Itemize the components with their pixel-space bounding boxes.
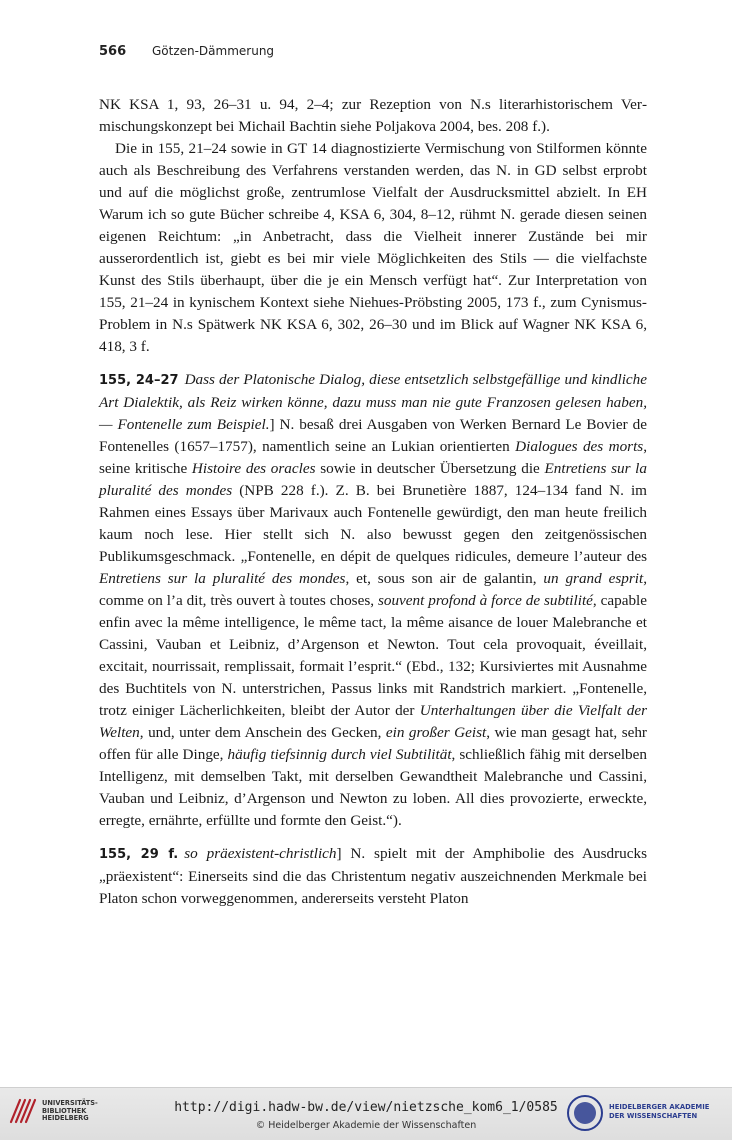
commentary-text: , wie man gesagt hat, sehr offen für alle Dinge, bbox=[99, 724, 647, 763]
commentary-text: , seine kritische bbox=[99, 438, 648, 477]
page-body bbox=[99, 94, 647, 910]
viewer-footer bbox=[0, 1087, 732, 1140]
paragraph-2: Die in 155, 21–24 sowie in GT 14 diagnostizierte Vermischung von Stilformen könnte auch als Beschreibung des Verfahrens verstanden werden, das N. in GD selbst erprobt und auf die möglichst große, zentrumlose Vielfalt der Ausdrucksmittel abzielt. In EH Warum ich so gute Bücher schreibe 4, KSA 6, 304, 8–12, rühmt N. gerade diesen seinen eigenen Reichtum: „in Anbetracht, dass die Vielheit innerer Zustände bei mir ausserordentlich ist, giebt es bei mir viele Möglichkeiten des Stils — die vielfachste Kunst des Stils überhaupt, über die je ein Mensch verfügt hat“. Zur Interpretation von 155, 21–24 in kynischem Kontext siehe Niehues-Pröbsting 2005, 173 f., zum Cynismus-Problem in N.s Spätwerk NK KSA 6, 302, 26–30 und im Blick auf Wagner NK KSA 6, 418, 3 f. bbox=[99, 140, 647, 355]
emphasis: un grand esprit bbox=[543, 570, 644, 587]
seal-center bbox=[574, 1102, 596, 1124]
commentary-entry-155-24 bbox=[99, 369, 647, 832]
page-number: 566 bbox=[99, 44, 127, 59]
commentary-text: (NPB 228 f.). Z. B. bei Brunetière 1887, 124–134 fand N. im Rahmen eines Essays über Marivaux auch Fontenelle gewürdigt, den man heute freilich kaum noch lese. Hier stellt sich N. also bewusst gegen den zeitgenössischen Publikumsgeschmack. „Fontenelle, en dépit de quelques ridicules, demeure l’auteur des bbox=[99, 482, 647, 565]
paragraph-1: NK KSA 1, 93, 26–31 u. 94, 2–4; zur Rezeption von N.s literarhistorischem Vermischungskonzept bei Michail Bachtin siehe Poljakova 2004, bes. 208 f.). bbox=[99, 96, 647, 135]
commentary-text: ] N. besaß drei Ausgaben von Werken Bernard Le Bovier de Fontenelles (1657–1757), namentlich seine an Lukian orientierten bbox=[99, 416, 647, 455]
running-title: Götzen-Dämmerung bbox=[151, 44, 275, 58]
book-title: Histoire des oracles bbox=[191, 460, 316, 477]
book-title: Entretiens sur la pluralité des mondes bbox=[99, 570, 346, 587]
book-title: Unterhaltungen über die Vielfalt der Welten bbox=[99, 702, 648, 741]
commentary-text: , capable enfin avec la même intelligence, le même tact, la même aisance de louer Malebranche et Cassini, Vauban et Leibniz, d’Argenson et Newton. Tout cela provoquait, éveillait, excitait, nourrissait, remplissait, formait l’esprit.“ (Ebd., 132; Kursiviertes mit Ausnahme des Buchtitels von N. unterstrichen, Passus links mit Randstrich markiert. „Fontenelle, trotz einiger Lächerlichkeiten, bleibt der Autor der bbox=[99, 592, 647, 719]
lemma-quote: so präexistent-christlich bbox=[184, 845, 337, 862]
emphasis: ein großer Geist bbox=[385, 724, 487, 741]
lemma-reference: 155, 29 f. bbox=[99, 847, 179, 862]
commentary-text: ] N. spielt mit der Amphibolie des Ausdrucks „präexistent“: Einerseits sind die das Christentum negativ auszeichnenden Merkmale bei Platon schon vorweggenommen, andererseits versteht Platon bbox=[99, 845, 647, 907]
commentary-text: sowie in deutscher Übersetzung die bbox=[315, 460, 545, 477]
commentary-entry-155-29 bbox=[99, 843, 647, 910]
emphasis: häufig tiefsinnig durch viel Subtilität bbox=[227, 746, 452, 763]
university-library-name: UNIVERSITÄTS- BIBLIOTHEK HEIDELBERG bbox=[42, 1099, 98, 1123]
lemma-quote: Dass der Platonische Dialog, diese entsetzlich selbstgefällige und kindliche Art Dialektik, als Reiz wirken könne, dazu muss man nie gute Franzosen gelesen haben, — Fontenelle zum Beispiel. bbox=[99, 371, 647, 433]
emphasis: souvent profond à force de subtilité bbox=[377, 592, 593, 609]
lemma-reference: 155, 24–27 bbox=[99, 373, 179, 388]
book-title: Entretiens sur la pluralité des mondes bbox=[99, 460, 647, 499]
running-header bbox=[99, 44, 647, 64]
commentary-text: , et, sous son air de galantin, bbox=[345, 570, 544, 587]
academy-name: HEIDELBERGER AKADEMIE DER WISSENSCHAFTEN bbox=[609, 1103, 710, 1120]
commentary-text: , comme on l’a dit, très ouvert à toutes choses, bbox=[99, 570, 648, 609]
commentary-text: , und, unter dem Anschein des Gecken, bbox=[139, 724, 386, 741]
book-title: Dialogues des morts bbox=[515, 438, 644, 455]
copyright-notice: © Heidelberger Akademie der Wissenschaften bbox=[255, 1120, 477, 1131]
permalink-url[interactable]: http://digi.hadw-bw.de/view/nietzsche_kom6_1/0585 bbox=[174, 1100, 558, 1115]
academy-seal-icon bbox=[566, 1094, 604, 1132]
commentary-text: , schließlich fähig mit derselben Intelligenz, mit demselben Takt, mit derselben Gewandtheit Malebranche und Cassini, Vauban und Leibniz, d’Argenson und Newton zu loben. All dies provozierte, erweckte, erregte, ernährte, erfüllte und formte den Geist.“). bbox=[99, 746, 647, 829]
